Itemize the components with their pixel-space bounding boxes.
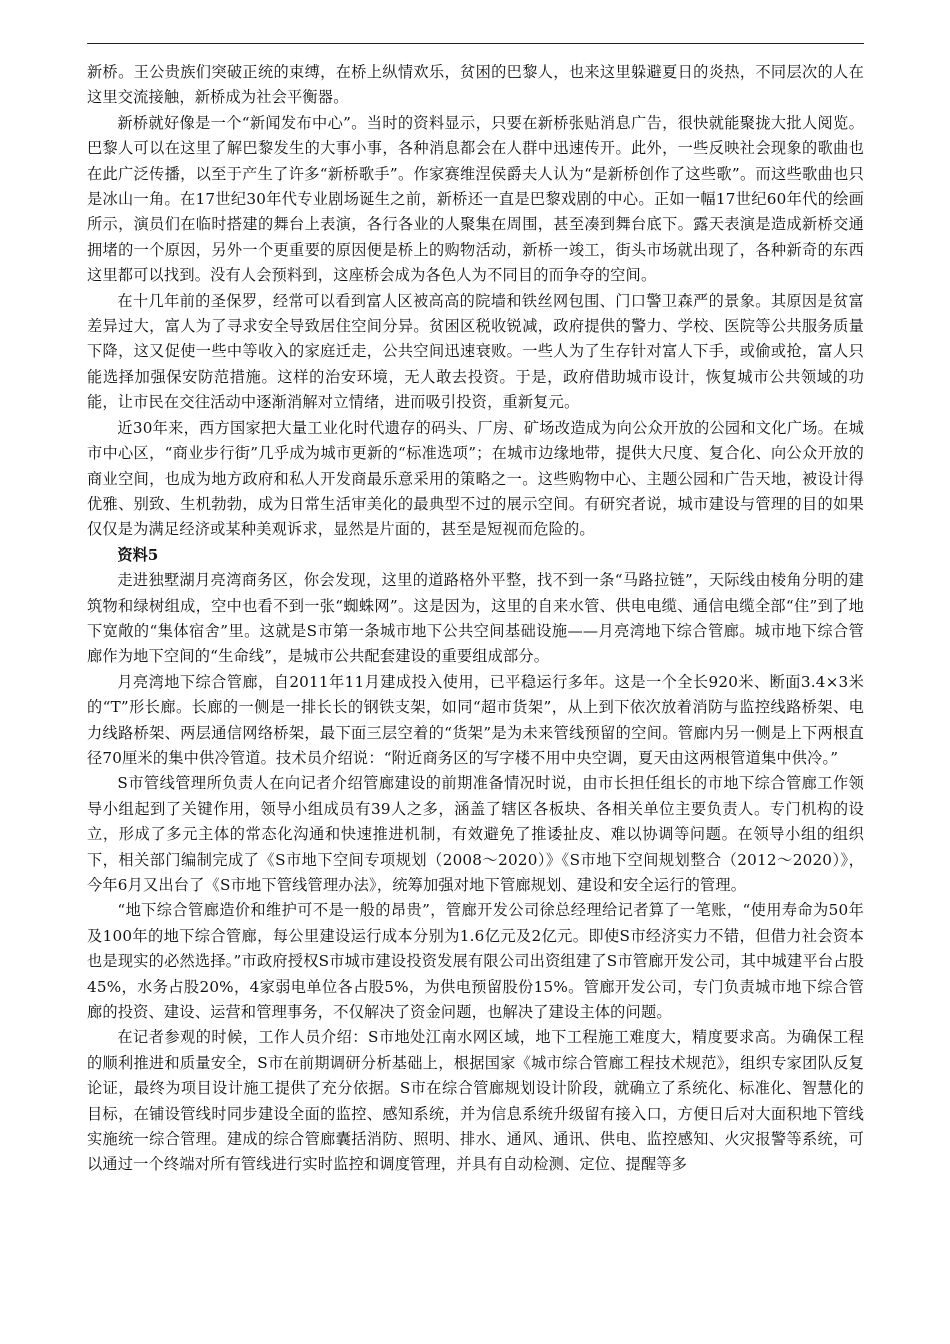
section-heading: 资料5: [117, 545, 159, 564]
paragraph-continued: 新桥。王公贵族们突破正统的束缚，在桥上纵情欢乐，贫困的巴黎人，也来这里躲避夏日的炎热，不同层次的人在这里交流接触，新桥成为社会平衡器。: [87, 63, 864, 107]
paragraph-new-bridge-news: 新桥就好像是一个“新闻发布中心”。当时的资料显示，只要在新桥张贴消息广告，很快就能聚拢大批人阅览。巴黎人可以在这里了解巴黎发生的大事小事，各种消息都会在人群中迅速传开。此外，一些反映社会现象的歌曲也在此广泛传播，以至于产生了许多“新桥歌手”。作家赛维涅侯爵夫人认为“是新桥创作了这些歌”。而这些歌曲也只是冰山一角。在17世纪30年代专业剧场诞生之前，新桥还一直是巴黎戏剧的中心。正如一幅17世纪60年代的绘画所示，演员们在临时搭建的舞台上表演，各行各业的人聚集在周围，甚至凑到舞台底下。露天表演是造成新桥交通拥堵的一个原因，另外一个更重要的原因便是桥上的购物活动，新桥一竣工，街头市场就出现了，各种新奇的东西这里都可以找到。没有人会预料到，这座桥会成为各色人为不同目的而争夺的空间。: [87, 113, 864, 285]
paragraph-moon-bay: 走进独墅湖月亮湾商务区，你会发现，这里的道路格外平整，找不到一条“马路拉链”，天际线由棱角分明的建筑物和绿树组成，空中也看不到一张“蜘蛛网”。这是因为，这里的自来水管、供电电缆、通信电缆全部“住”到了地下宽敞的“集体宿舍”里。这就是S市第一条城市地下公共空间基础设施——月亮湾地下综合管廊。城市地下综合管廊作为地下空间的“生命线”，是城市公共配套建设的重要组成部分。: [87, 571, 864, 666]
document-body: [87, 60, 864, 1178]
paragraph-funding: “地下综合管廊造价和维护可不是一般的昂贵”，管廊开发公司徐总经理给记者算了一笔账，“使用寿命为50年及100年的地下综合管廊，每公里建设运行成本分别为1.6亿元及2亿元。即使S市经济实力不错，但借力社会资本也是现实的必然选择。”市政府授权S市城市建设投资发展有限公司出资组建了S市管廊开发公司，其中城建平台占股45%，水务占股20%，4家弱电单位各占股5%，为供电预留股份15%。管廊开发公司，专门负责城市地下综合管廊的投资、建设、运营和管理事务，不仅解决了资金问题，也解决了建设主体的问题。: [87, 901, 864, 1022]
paragraph-leadership-group: S市管线管理所负责人在向记者介绍管廊建设的前期准备情况时说，由市长担任组长的市地下综合管廊工作领导小组起到了关键作用，领导小组成员有39人之多，涵盖了辖区各板块、各相关单位主要负责人。专门机构的设立，形成了多元主体的常态化沟通和快速推进机制，有效避免了推诿扯皮、难以协调等问题。在领导小组的组织下，相关部门编制完成了《S市地下空间专项规划（2008～2020）》《S市地下空间规划整合（2012～2020）》，今年6月又出台了《S市地下管线管理办法》，统筹加强对地下管廊规划、建设和安全运行的管理。: [87, 774, 864, 894]
paragraph-utility-tunnel: 月亮湾地下综合管廊，自2011年11月建成投入使用，已平稳运行多年。这是一个全长920米、断面3.4×3米的“T”形长廊。长廊的一侧是一排长长的钢铁支架，如同“超市货架”，从上到下依次放着消防与监控线路桥架、电力线路桥架、两层通信网络桥架，最下面三层空着的“货架”是为未来管线预留的空间。管廊内另一侧是上下两根直径70厘米的集中供冷管道。技术员介绍说：“附近商务区的写字楼不用中央空调，夏天由这两根管道集中供冷。”: [87, 672, 864, 767]
header-rule: [87, 43, 864, 44]
paragraph-engineering: 在记者参观的时候，工作人员介绍：S市地处江南水网区域，地下工程施工难度大，精度要求高。为确保工程的顺利推进和质量安全，S市在前期调研分析基础上，根据国家《城市综合管廊工程技术规范》，组织专家团队反复论证，最终为项目设计施工提供了充分依据。S市在综合管廊规划设计阶段，就确立了系统化、标准化、智慧化的目标，在铺设管线时同步建设全面的监控、感知系统，并为信息系统升级留有接入口，方便日后对大面积地下管线实施统一综合管理。建成的综合管廊囊括消防、照明、排水、通风、通讯、供电、监控感知、火灾报警等系统，可以通过一个终端对所有管线进行实时监控和调度管理，并具有自动检测、定位、提醒等多: [87, 1028, 864, 1174]
paragraph-western-cities: 近30年来，西方国家把大量工业化时代遗存的码头、厂房、矿场改造成为向公众开放的公园和文化广场。在城市中心区，“商业步行街”几乎成为城市更新的“标准选项”；在城市边缘地带，提供大尺度、复合化、向公众开放的商业空间，也成为地方政府和私人开发商最乐意采用的策略之一。这些购物中心、主题公园和广告天地，被设计得优雅、别致、生机勃勃，成为日常生活审美化的最典型不过的展示空间。有研究者说，城市建设与管理的目的如果仅仅是为满足经济或某种美观诉求，显然是片面的，甚至是短视而危险的。: [87, 418, 864, 539]
paragraph-sao-paulo: 在十几年前的圣保罗，经常可以看到富人区被高高的院墙和铁丝网包围、门口警卫森严的景象。其原因是贫富差异过大，富人为了寻求安全导致居住空间分异。贫困区税收锐减，政府提供的警力、学校、医院等公共服务质量下降，这又促使一些中等收入的家庭迁走，公共空间迅速衰败。一些人为了生存针对富人下手，或偷或抢，富人只能选择加强保安防范措施。这样的治安环境，无人敢去投资。于是，政府借助城市设计，恢复城市公共领域的功能，让市民在交往活动中逐渐消解对立情绪，进而吸引投资，重新复元。: [87, 291, 864, 412]
